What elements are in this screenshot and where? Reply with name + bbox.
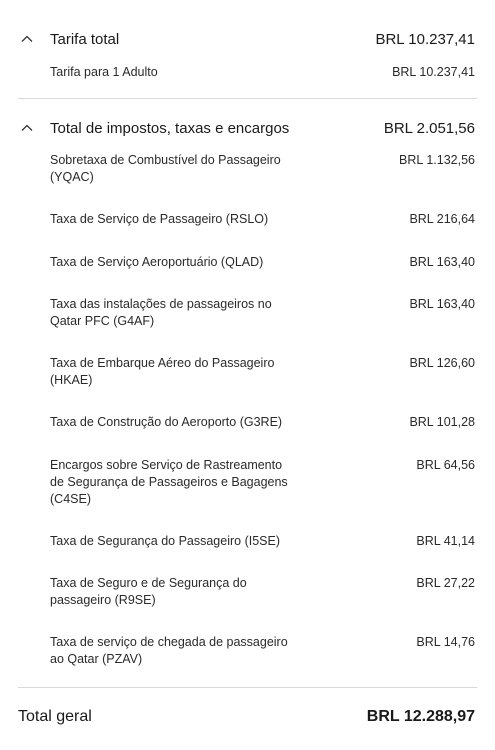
grand-total-label: Total geral (18, 708, 92, 725)
tax-item-label: Taxa de Construção do Aeroporto (G3RE) (50, 415, 283, 429)
tax-item-label: Taxa de Serviço Aeroportuário (QLAD) (50, 255, 264, 269)
taxes-total-amount: BRL 2.051,56 (383, 120, 475, 137)
fare-total-title: Tarifa total (50, 31, 120, 48)
chevron-up-icon (20, 121, 34, 135)
tax-item-amount: BRL 27,22 (416, 576, 475, 590)
fare-item-amount: BRL 10.237,41 (392, 65, 475, 79)
taxes-total-toggle[interactable] (0, 119, 495, 143)
chevron-up-icon (20, 32, 34, 46)
tax-item-amount: BRL 163,40 (409, 255, 475, 269)
tax-item-amount: BRL 163,40 (409, 297, 475, 311)
tax-item-label: Taxa de Segurança do Passageiro (I5SE) (50, 534, 280, 548)
fare-item-label: Tarifa para 1 Adulto (50, 65, 158, 79)
tax-item-amount: BRL 64,56 (416, 458, 475, 472)
divider (18, 98, 477, 99)
tax-item-amount: BRL 216,64 (409, 212, 475, 226)
tax-item-label: Taxa de Serviço de Passageiro (RSLO) (50, 212, 269, 226)
tax-item-label: Taxa de Embarque Aéreo do Passageiro (HKAE) (50, 356, 275, 387)
tax-item-label: Encargos sobre Serviço de Rastreamento de Segurança de Passageiros e Bagagens (C4SE) (50, 458, 288, 506)
grand-total-amount: BRL 12.288,97 (366, 708, 475, 725)
tax-item-label: Taxa das instalações de passageiros no Qatar PFC (G4AF) (50, 297, 272, 328)
tax-item-label: Taxa de Seguro e de Segurança do passageiro (R9SE) (50, 576, 247, 607)
tax-item-amount: BRL 14,76 (416, 635, 475, 649)
fare-total-amount: BRL 10.237,41 (375, 31, 475, 48)
taxes-total-title: Total de impostos, taxas e encargos (50, 120, 290, 137)
tax-item-label: Taxa de serviço de chegada de passageiro ao Qatar (PZAV) (50, 635, 288, 666)
tax-item-amount: BRL 101,28 (409, 415, 475, 429)
tax-item-amount: BRL 126,60 (409, 356, 475, 370)
fare-total-toggle[interactable] (0, 30, 495, 54)
tax-item-label: Sobretaxa de Combustível do Passageiro (YQAC) (50, 153, 281, 184)
tax-item-amount: BRL 41,14 (416, 534, 475, 548)
tax-item-amount: BRL 1.132,56 (399, 153, 475, 167)
divider (18, 687, 477, 688)
